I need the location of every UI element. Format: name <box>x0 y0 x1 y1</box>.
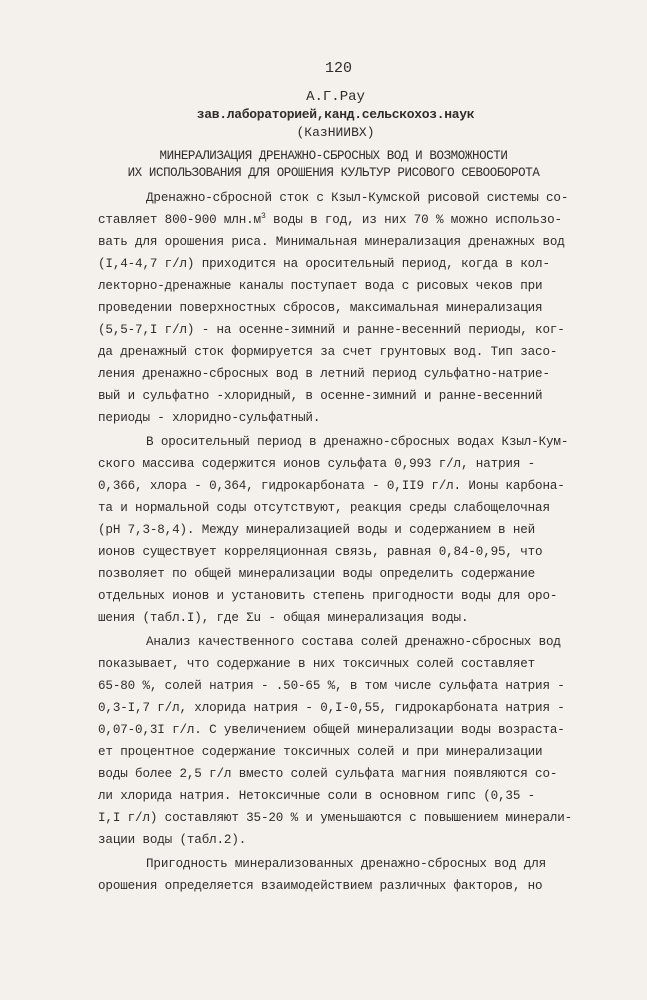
institute-name: (КазНИИВХ) <box>296 125 375 140</box>
text-line: ского массива содержится ионов сульфата 0,993 г/л, натрия - <box>98 457 536 471</box>
author-name: А.Г.Рау <box>306 89 365 105</box>
text-line: Дренажно-сбросной сток с Кзыл-Кумской рисовой системы со- <box>146 191 569 205</box>
text-line: периоды - хлоридно-сульфатный. <box>98 411 321 425</box>
text-line: воды более 2,5 г/л вместо солей сульфата магния появляются со- <box>98 767 558 781</box>
text-line: ставляет 800-900 $млн.м^3$ воды в год, из них 70 % можно использо- <box>98 212 562 227</box>
text-line: проведении поверхностных сбросов, максимальная минерализация <box>98 301 543 315</box>
text-line: та и нормальной соды отсутствуют, реакция среды слабощелочная <box>98 501 550 515</box>
text-line: вый и сульфатно -хлоридный, в осенне-зимний и ранне-весенний <box>98 389 543 403</box>
page-number: 120 <box>324 60 352 77</box>
text-line: ли хлорида натрия. Нетоксичные соли в основном гипс (0,35 - <box>98 789 536 803</box>
text-line: I,I г/л) составляют 35-20 % и уменьшаются с повышением минерали- <box>98 811 573 825</box>
text-line: 0,07-0,3I г/л. С увеличением общей минерализации воды возраста- <box>98 723 565 737</box>
article-title-line-2: ИХ ИСПОЛЬЗОВАНИЯ ДЛЯ ОРОШЕНИЯ КУЛЬТУР РИСОВОГО СЕВООБОРОТА <box>127 166 540 180</box>
text-line: 65-80 %, солей натрия - .50-65 %, в том числе сульфата натрия - <box>98 679 565 693</box>
text-line: (I,4-4,7 г/л) приходится на оросительный период, когда в кол- <box>98 257 550 271</box>
superscript: 3 <box>260 212 266 221</box>
text-line: показывает, что содержание в них токсичных солей составляет <box>98 657 536 671</box>
article-title-line-1: МИНЕРАЛИЗАЦИЯ ДРЕНАЖНО-СБРОСНЫХ ВОД И ВОЗМОЖНОСТИ <box>159 149 508 163</box>
text-line: 0,3-I,7 г/л, хлорида натрия - 0,I-0,55, гидрокарбоната натрия - <box>98 701 565 715</box>
text-line: позволяет по общей минерализации воды определить содержание <box>98 567 536 581</box>
text-line: да дренажный сток формируется за счет грунтовых вод. Тип засо- <box>98 345 558 359</box>
text-line: ионов существует корреляционная связь, равная 0,84-0,95, что <box>98 545 543 559</box>
text-line: (pH 7,3-8,4). Между минерализацией воды и содержанием в ней <box>98 523 536 537</box>
text-line: Анализ качественного состава солей дренажно-сбросных вод <box>146 635 561 649</box>
text-line: вать для орошения риса. Минимальная минерализация дренажных вод <box>98 235 565 249</box>
author-position: зав.лабораторией,канд.сельскохоз.наук <box>196 107 475 122</box>
text-line: орошения определяется взаимодействием различных факторов, но <box>98 879 543 893</box>
text-line: лекторно-дренажные каналы поступает вода с рисовых чеков при <box>98 279 543 293</box>
text-line: ления дренажно-сбросных вод в летний период сульфатно-натрие- <box>98 367 550 381</box>
text-line: отдельных ионов и установить степень пригодности воды для оро- <box>98 589 558 603</box>
text-line: ет процентное содержание токсичных солей и при минерализации <box>98 745 543 759</box>
text-line: Пригодность минерализованных дренажно-сбросных вод для <box>146 857 547 871</box>
text-line: 0,366, хлора - 0,364, гидрокарбоната - 0,II9 г/л. Ионы карбона- <box>98 479 565 493</box>
text-line: (5,5-7,I г/л) - на осенне-зимний и ранне-весенний периоды, ког- <box>98 323 565 337</box>
text-line: шения (табл.I), где Σu - общая минерализация воды. <box>98 611 469 625</box>
text-line: зации воды (табл.2). <box>98 833 247 847</box>
text-line: В оросительный период в дренажно-сбросных водах Кзыл-Кум- <box>146 435 569 449</box>
